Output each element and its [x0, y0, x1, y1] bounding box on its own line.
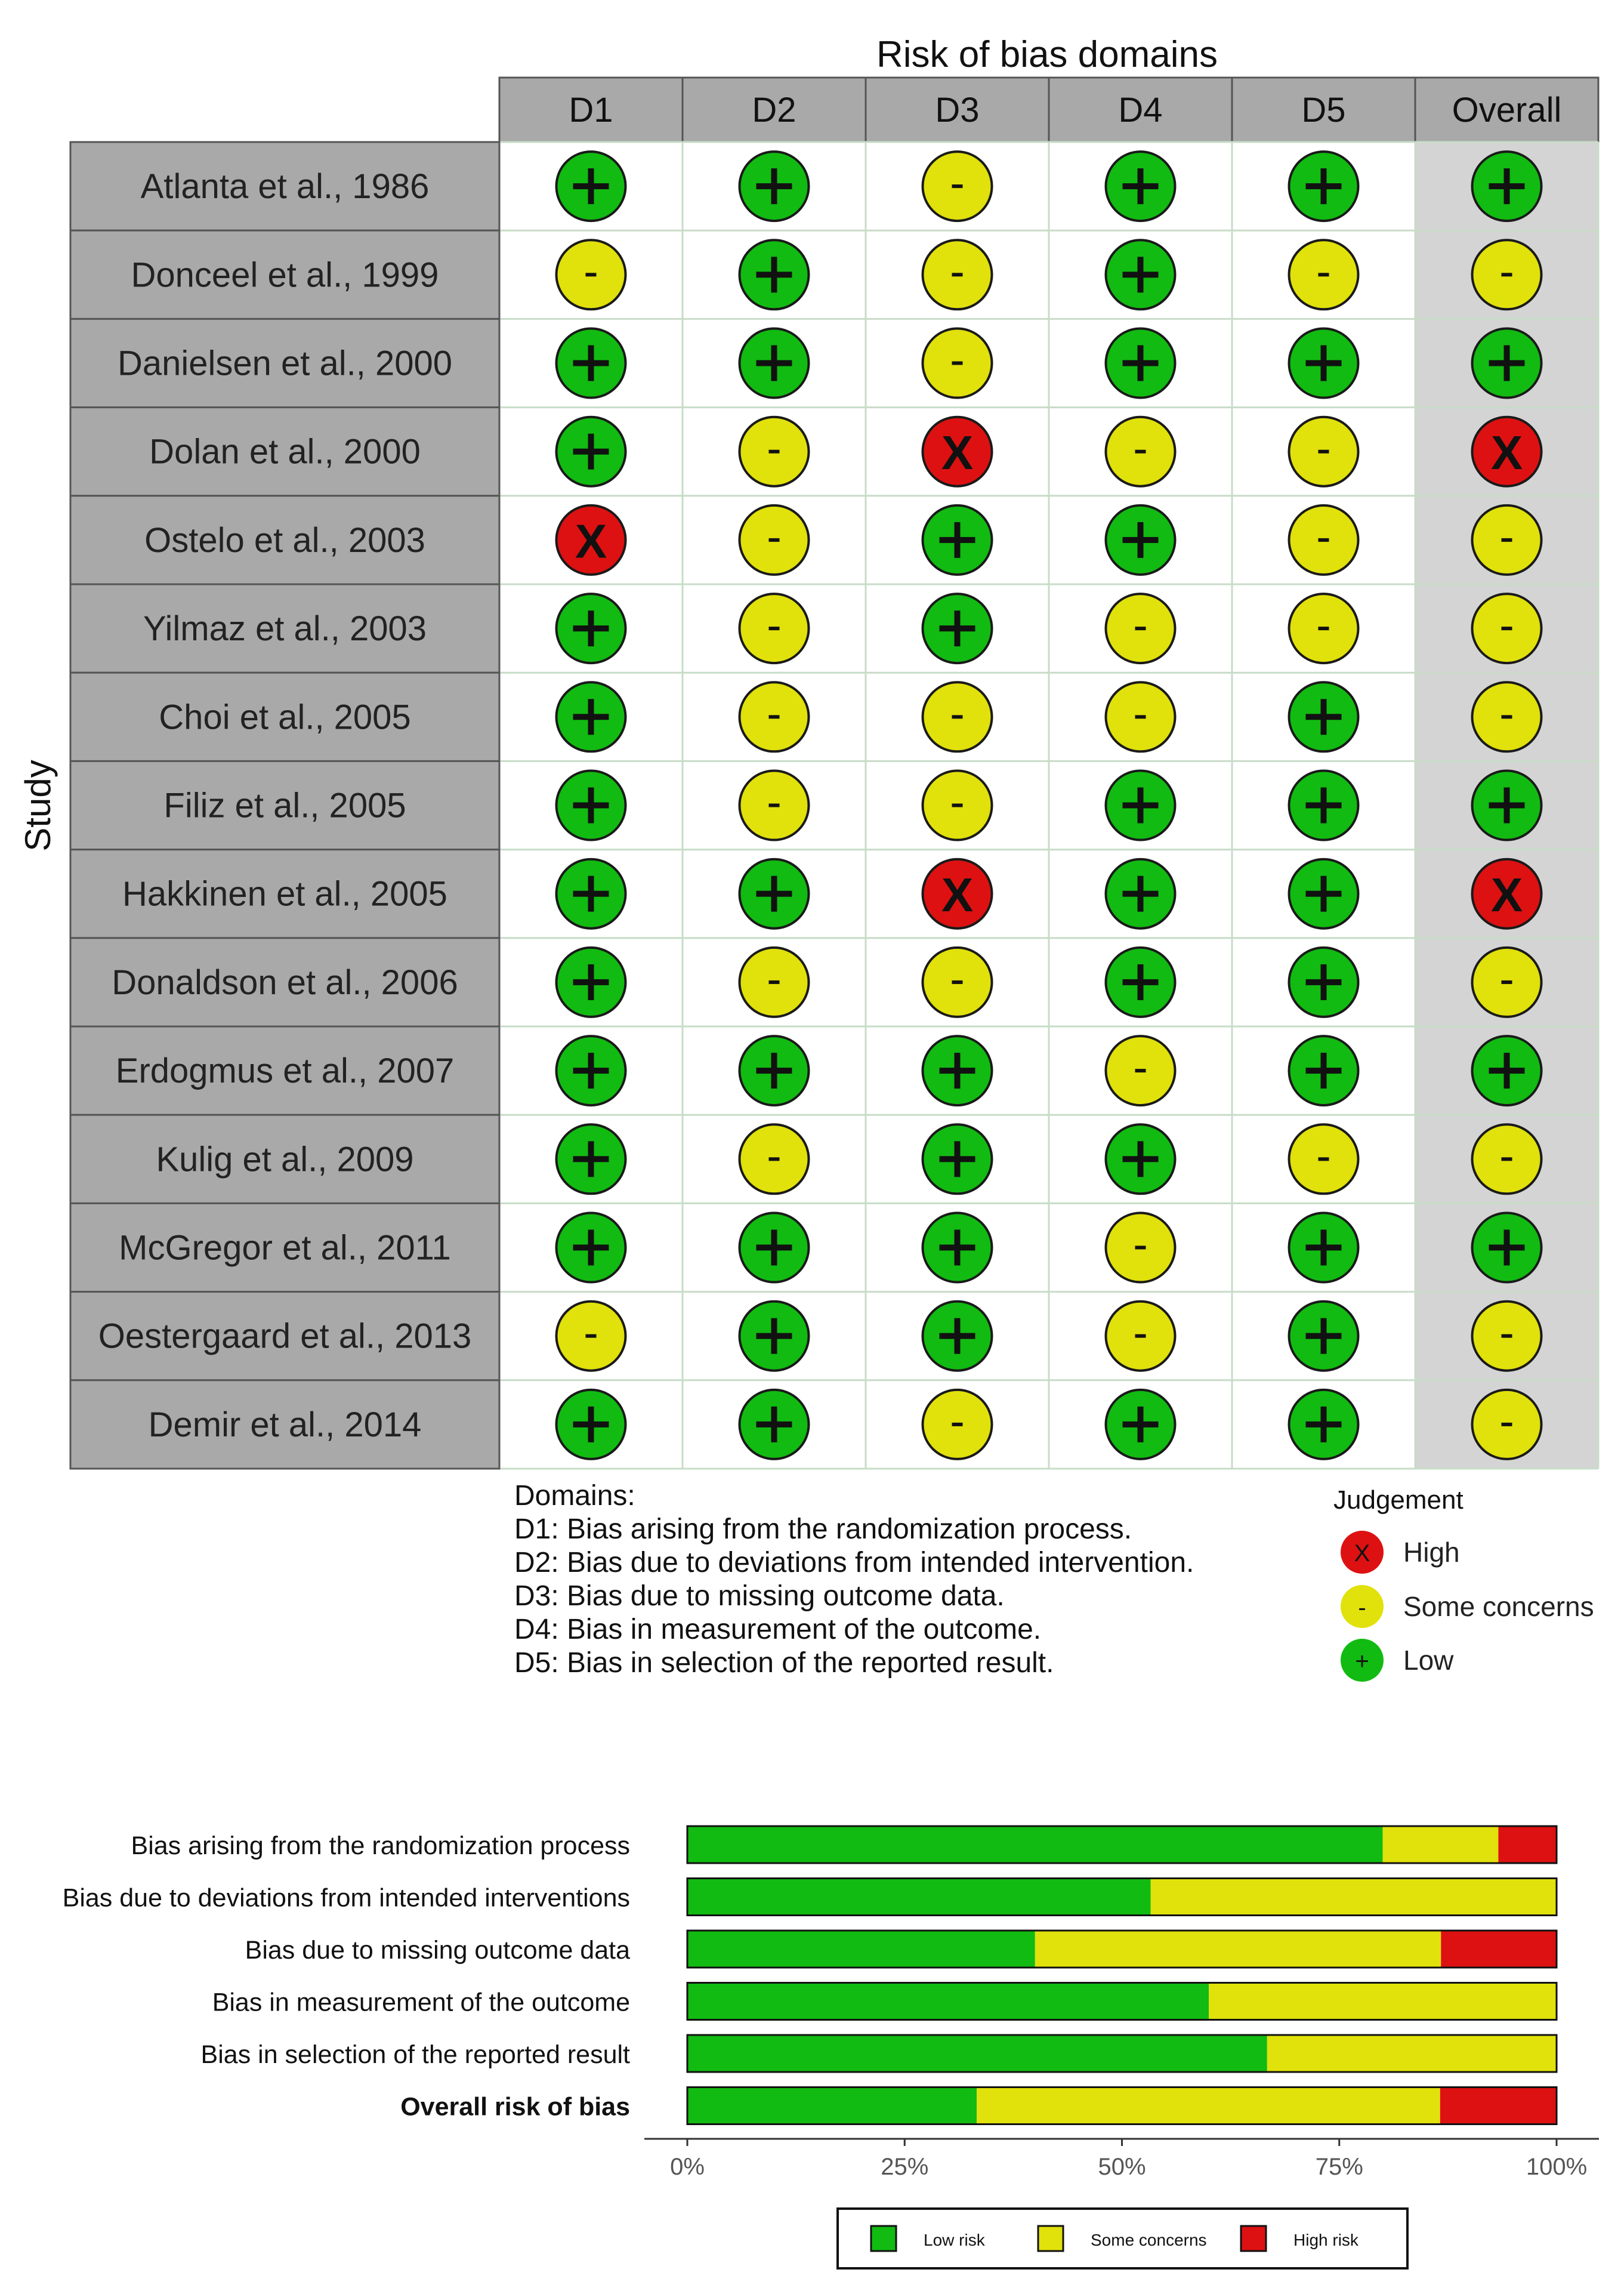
minus-symbol	[769, 715, 780, 719]
plus-symbol-bar	[955, 522, 961, 558]
judgement-cell-some	[740, 1124, 809, 1194]
judgement-cell-low	[1289, 1390, 1359, 1459]
high-risk-symbol: X	[941, 868, 974, 922]
minus-symbol	[1135, 627, 1146, 630]
study-label: Donaldson et al., 2006	[112, 963, 458, 1002]
plus-symbol-bar	[588, 168, 594, 204]
judgement-cell-low	[557, 682, 626, 751]
plus-symbol-bar	[588, 699, 594, 735]
judgement-cell-low	[1472, 329, 1542, 398]
domains-legend-item: D3: Bias due to missing outcome data.	[514, 1580, 1005, 1612]
plus-symbol-bar	[1321, 1053, 1327, 1089]
judgement-cell-some	[1106, 682, 1175, 751]
judgement-legend-heading: Judgement	[1333, 1485, 1464, 1515]
plus-symbol-bar	[1138, 1407, 1144, 1442]
judgement-cell-low	[740, 859, 809, 929]
judgement-cell-low	[557, 1390, 626, 1459]
study-label: Oestergaard et al., 2013	[98, 1316, 472, 1356]
summary-legend-label: High risk	[1293, 2231, 1359, 2249]
judgement-cell-low	[1289, 771, 1359, 840]
minus-symbol	[769, 980, 780, 984]
judgement-cell-some	[1472, 1302, 1542, 1371]
plus-symbol-bar	[1321, 346, 1327, 381]
plus-symbol-bar	[955, 1053, 961, 1089]
minus-symbol	[952, 273, 963, 276]
minus-symbol	[1319, 1157, 1329, 1161]
judgement-cell-high	[557, 505, 626, 575]
judgement-cell-low	[923, 505, 992, 575]
minus-symbol	[769, 450, 780, 454]
judgement-cell-low	[1289, 1302, 1359, 1371]
judgement-cell-some	[740, 505, 809, 575]
summary-legend-swatch-low	[871, 2226, 896, 2251]
summary-legend-label: Some concerns	[1091, 2231, 1207, 2249]
minus-symbol	[1135, 715, 1146, 719]
judgement-cell-low	[1106, 948, 1175, 1017]
judgement-cell-low	[740, 329, 809, 398]
plus-symbol-bar	[771, 168, 777, 204]
minus-symbol	[952, 362, 963, 365]
judgement-cell-low	[1289, 859, 1359, 929]
judgement-cell-some	[1289, 505, 1359, 575]
domain-header-label: D1	[569, 91, 613, 129]
legend-label: Some concerns	[1403, 1591, 1594, 1622]
summary-legend-swatch-high	[1241, 2226, 1266, 2251]
summary-category-label: Overall risk of bias	[400, 2092, 630, 2122]
judgement-cell-some	[1472, 948, 1542, 1017]
legend-label: High	[1403, 1537, 1460, 1568]
plus-symbol-bar	[955, 1230, 961, 1266]
judgement-cell-some	[1472, 1390, 1542, 1459]
study-label: McGregor et al., 2011	[119, 1228, 451, 1268]
summary-bar-segment-low	[687, 2088, 977, 2125]
summary-bar-segment-some	[1383, 1826, 1499, 1863]
plus-symbol-bar	[588, 876, 594, 912]
summary-bar-segment-low	[687, 2035, 1267, 2072]
summary-legend-swatch-some	[1038, 2226, 1063, 2251]
study-label: Kulig et al., 2009	[156, 1140, 414, 1179]
legend-label: Low	[1403, 1645, 1454, 1676]
study-label: Hakkinen et al., 2005	[122, 874, 447, 914]
summary-category-label: Bias due to deviations from intended interventions	[62, 1883, 630, 1913]
minus-symbol	[586, 273, 597, 276]
plus-symbol-bar	[771, 346, 777, 381]
judgement-cell-some	[1289, 240, 1359, 309]
summary-bar-segment-high	[1441, 1931, 1557, 1968]
judgement-cell-some	[923, 948, 992, 1017]
minus-symbol	[586, 1334, 597, 1338]
plus-symbol-bar	[771, 1318, 777, 1354]
minus-symbol	[769, 1157, 780, 1161]
judgement-cell-low	[1289, 152, 1359, 221]
plus-symbol-bar	[771, 1230, 777, 1266]
plus-symbol-bar	[588, 788, 594, 824]
domain-header-label: D5	[1301, 91, 1346, 129]
high-risk-symbol: X	[1490, 426, 1523, 480]
traffic-light-plot	[18, 34, 1598, 1469]
judgement-cell-some	[557, 240, 626, 309]
judgement-cell-some	[923, 240, 992, 309]
study-label: Atlanta et al., 1986	[140, 167, 430, 206]
study-label: Erdogmus et al., 2007	[115, 1052, 455, 1091]
study-label: Filiz et al., 2005	[163, 786, 406, 825]
judgement-cell-some	[1472, 505, 1542, 575]
judgement-cell-low	[557, 948, 626, 1017]
plus-symbol-bar	[1138, 346, 1144, 381]
plus-symbol-bar	[1504, 346, 1510, 381]
summary-legend	[838, 2209, 1407, 2268]
judgement-cell-low	[557, 1213, 626, 1282]
judgement-cell-low	[1106, 505, 1175, 575]
judgement-cell-some	[1289, 594, 1359, 663]
minus-symbol	[1502, 538, 1512, 542]
legend-symbol: X	[1354, 1540, 1370, 1567]
plus-symbol-bar	[1138, 522, 1144, 558]
judgement-cell-low	[740, 1036, 809, 1105]
judgement-cell-low	[1289, 329, 1359, 398]
x-axis-tick-label: 25%	[881, 2154, 929, 2180]
summary-bar-segment-some	[1151, 1879, 1557, 1916]
judgement-legend-item	[1341, 1639, 1454, 1682]
plus-symbol-bar	[1321, 1318, 1327, 1354]
judgement-cell-some	[1472, 682, 1542, 751]
plus-symbol-bar	[1504, 1230, 1510, 1266]
high-risk-symbol: X	[1490, 868, 1523, 922]
plus-symbol-bar	[588, 1407, 594, 1442]
summary-bar-segment-some	[1209, 1983, 1557, 2020]
summary-bar-segment-low	[687, 1826, 1383, 1863]
plus-symbol-bar	[1321, 1407, 1327, 1442]
legend-symbol: +	[1355, 1648, 1369, 1675]
summary-bar-segment-high	[1440, 2088, 1556, 2125]
minus-symbol	[952, 184, 963, 188]
minus-symbol	[952, 1423, 963, 1426]
plus-symbol-bar	[771, 876, 777, 912]
summary-bar-segment-some	[1035, 1931, 1441, 1968]
judgement-cell-some	[1289, 417, 1359, 486]
judgement-cell-low	[557, 771, 626, 840]
plus-symbol-bar	[1321, 876, 1327, 912]
minus-symbol	[1502, 1157, 1512, 1161]
domain-header-label: D2	[752, 91, 796, 129]
plus-symbol-bar	[1321, 699, 1327, 735]
judgement-cell-some	[1472, 1124, 1542, 1194]
judgement-cell-low	[557, 152, 626, 221]
domains-legend-heading: Domains:	[514, 1480, 635, 1512]
judgement-cell-some	[1106, 1302, 1175, 1371]
judgement-cell-some	[740, 771, 809, 840]
judgement-cell-some	[740, 594, 809, 663]
judgement-cell-low	[1472, 152, 1542, 221]
summary-bar-segment-low	[687, 1983, 1209, 2020]
judgement-cell-low	[923, 1213, 992, 1282]
traffic-light-title: Risk of bias domains	[876, 34, 1218, 75]
judgement-cell-some	[557, 1302, 626, 1371]
summary-bar-segment-some	[1267, 2035, 1557, 2072]
judgement-cell-some	[923, 1390, 992, 1459]
judgement-cell-low	[740, 240, 809, 309]
judgement-cell-low	[557, 1036, 626, 1105]
judgement-cell-low	[740, 152, 809, 221]
judgement-cell-low	[1289, 1036, 1359, 1105]
judgement-cell-low	[923, 1036, 992, 1105]
plus-symbol-bar	[771, 257, 777, 292]
judgement-cell-low	[1106, 771, 1175, 840]
judgement-cell-low	[1106, 152, 1175, 221]
minus-symbol	[952, 715, 963, 719]
plus-symbol-bar	[588, 1230, 594, 1266]
plus-symbol-bar	[1504, 788, 1510, 824]
study-label: Ostelo et al., 2003	[144, 520, 425, 560]
plus-symbol-bar	[1321, 788, 1327, 824]
minus-symbol	[1502, 1334, 1512, 1338]
judgement-cell-high	[1472, 417, 1542, 486]
summary-x-axis	[644, 2139, 1599, 2180]
minus-symbol	[1135, 450, 1146, 454]
summary-legend-label: Low risk	[924, 2231, 985, 2249]
domain-header-label: Overall	[1452, 91, 1562, 129]
summary-category-label: Bias in selection of the reported result	[200, 2040, 630, 2069]
plus-symbol-bar	[1138, 788, 1144, 824]
judgement-cell-low	[1472, 771, 1542, 840]
plus-symbol-bar	[1138, 257, 1144, 292]
x-axis-tick-label: 50%	[1098, 2154, 1146, 2180]
minus-symbol	[952, 804, 963, 807]
judgement-cell-low	[557, 417, 626, 486]
minus-symbol	[1319, 538, 1329, 542]
plus-symbol-bar	[1321, 964, 1327, 1000]
judgement-cell-low	[557, 859, 626, 929]
minus-symbol	[1319, 627, 1329, 630]
judgement-cell-low	[1472, 1036, 1542, 1105]
judgement-legend-item	[1341, 1531, 1460, 1574]
judgement-cell-some	[923, 329, 992, 398]
judgement-cell-low	[557, 594, 626, 663]
minus-symbol	[1502, 1423, 1512, 1426]
judgement-cell-low	[740, 1390, 809, 1459]
judgement-cell-low	[1289, 682, 1359, 751]
minus-symbol	[769, 627, 780, 630]
minus-symbol	[1319, 273, 1329, 276]
minus-symbol	[952, 980, 963, 984]
summary-category-labels	[63, 1831, 630, 2122]
legend-symbol: -	[1358, 1595, 1366, 1621]
judgement-cell-low	[557, 1124, 626, 1194]
plus-symbol-bar	[771, 1053, 777, 1089]
summary-bars	[687, 1826, 1557, 2125]
judgement-cell-low	[923, 1302, 992, 1371]
judgement-cell-some	[1106, 1036, 1175, 1105]
x-axis-tick-label: 75%	[1315, 2154, 1363, 2180]
domains-legend-item: D5: Bias in selection of the reported result.	[514, 1647, 1054, 1679]
minus-symbol	[1502, 715, 1512, 719]
judgement-legend	[1333, 1485, 1594, 1682]
study-label: Donceel et al., 1999	[131, 255, 439, 295]
plus-symbol-bar	[1138, 964, 1144, 1000]
study-label-column	[70, 142, 499, 1469]
minus-symbol	[1135, 1246, 1146, 1250]
plus-symbol-bar	[588, 964, 594, 1000]
plus-symbol-bar	[588, 610, 594, 646]
plus-symbol-bar	[955, 1141, 961, 1177]
summary-bar-segment-low	[687, 1879, 1151, 1916]
domains-legend-item: D4: Bias in measurement of the outcome.	[514, 1614, 1042, 1645]
plus-symbol-bar	[1504, 1053, 1510, 1089]
judgement-cell-some	[1106, 1213, 1175, 1282]
study-axis-label: Study	[18, 760, 58, 852]
domains-legend-item: D2: Bias due to deviations from intended intervention.	[514, 1547, 1194, 1578]
minus-symbol	[1135, 1069, 1146, 1072]
judgement-cell-low	[1106, 329, 1175, 398]
high-risk-symbol: X	[575, 514, 607, 568]
study-label: Yilmaz et al., 2003	[143, 609, 427, 649]
judgement-cell-low	[1289, 948, 1359, 1017]
judgement-cell-low	[923, 594, 992, 663]
judgement-cell-some	[740, 682, 809, 751]
judgement-cell-low	[557, 329, 626, 398]
plus-symbol-bar	[1321, 168, 1327, 204]
judgement-cell-low	[740, 1213, 809, 1282]
judgement-cell-some	[740, 417, 809, 486]
domains-legend-item: D1: Bias arising from the randomization process.	[514, 1513, 1132, 1545]
minus-symbol	[1502, 627, 1512, 630]
minus-symbol	[1502, 980, 1512, 984]
summary-bar-segment-some	[977, 2088, 1440, 2125]
judgement-cell-some	[1472, 594, 1542, 663]
plus-symbol-bar	[1138, 1141, 1144, 1177]
minus-symbol	[1502, 273, 1512, 276]
minus-symbol	[1135, 1334, 1146, 1338]
minus-symbol	[1319, 450, 1329, 454]
judgement-cell-some	[923, 771, 992, 840]
domain-header-row	[499, 78, 1598, 142]
summary-bar-segment-low	[687, 1931, 1035, 1968]
judgement-legend-item	[1341, 1585, 1594, 1628]
domain-header-label: D3	[935, 91, 980, 129]
judgement-cell-high	[923, 859, 992, 929]
summary-category-label: Bias in measurement of the outcome	[212, 1988, 630, 2017]
study-label: Demir et al., 2014	[148, 1405, 422, 1444]
judgement-cell-low	[923, 1124, 992, 1194]
judgement-cell-some	[1472, 240, 1542, 309]
judgement-cell-some	[740, 948, 809, 1017]
study-label: Choi et al., 2005	[159, 698, 411, 737]
summary-bar-chart	[63, 1826, 1599, 2268]
judgement-cell-some	[923, 682, 992, 751]
judgement-cell-some	[923, 152, 992, 221]
plus-symbol-bar	[771, 1407, 777, 1442]
summary-bar-segment-high	[1498, 1826, 1557, 1863]
judgement-cell-low	[1106, 240, 1175, 309]
x-axis-tick-label: 100%	[1526, 2154, 1588, 2180]
traffic-light-grid	[499, 142, 1598, 1469]
judgement-cell-low	[1472, 1213, 1542, 1282]
domain-header-label: D4	[1118, 91, 1163, 129]
plus-symbol-bar	[588, 1053, 594, 1089]
plus-symbol-bar	[1504, 168, 1510, 204]
domains-legend	[514, 1480, 1194, 1679]
judgement-cell-high	[1472, 859, 1542, 929]
plus-symbol-bar	[588, 346, 594, 381]
judgement-cell-low	[1106, 859, 1175, 929]
judgement-cell-low	[740, 1302, 809, 1371]
plus-symbol-bar	[588, 434, 594, 470]
judgement-cell-some	[1106, 594, 1175, 663]
plus-symbol-bar	[955, 610, 961, 646]
x-axis-tick-label: 0%	[670, 2154, 705, 2180]
study-label: Dolan et al., 2000	[149, 432, 421, 471]
judgement-cell-low	[1106, 1124, 1175, 1194]
high-risk-symbol: X	[941, 426, 974, 480]
plus-symbol-bar	[955, 1318, 961, 1354]
plus-symbol-bar	[1321, 1230, 1327, 1266]
plus-symbol-bar	[588, 1141, 594, 1177]
judgement-cell-some	[1289, 1124, 1359, 1194]
study-label: Danielsen et al., 2000	[117, 344, 453, 383]
summary-category-label: Bias due to missing outcome data	[245, 1936, 630, 1965]
judgement-cell-some	[1106, 417, 1175, 486]
plus-symbol-bar	[1138, 168, 1144, 204]
plus-symbol-bar	[1138, 876, 1144, 912]
judgement-cell-high	[923, 417, 992, 486]
minus-symbol	[769, 804, 780, 807]
summary-category-label: Bias arising from the randomization process	[131, 1831, 630, 1860]
judgement-cell-low	[1289, 1213, 1359, 1282]
minus-symbol	[769, 538, 780, 542]
judgement-cell-low	[1106, 1390, 1175, 1459]
